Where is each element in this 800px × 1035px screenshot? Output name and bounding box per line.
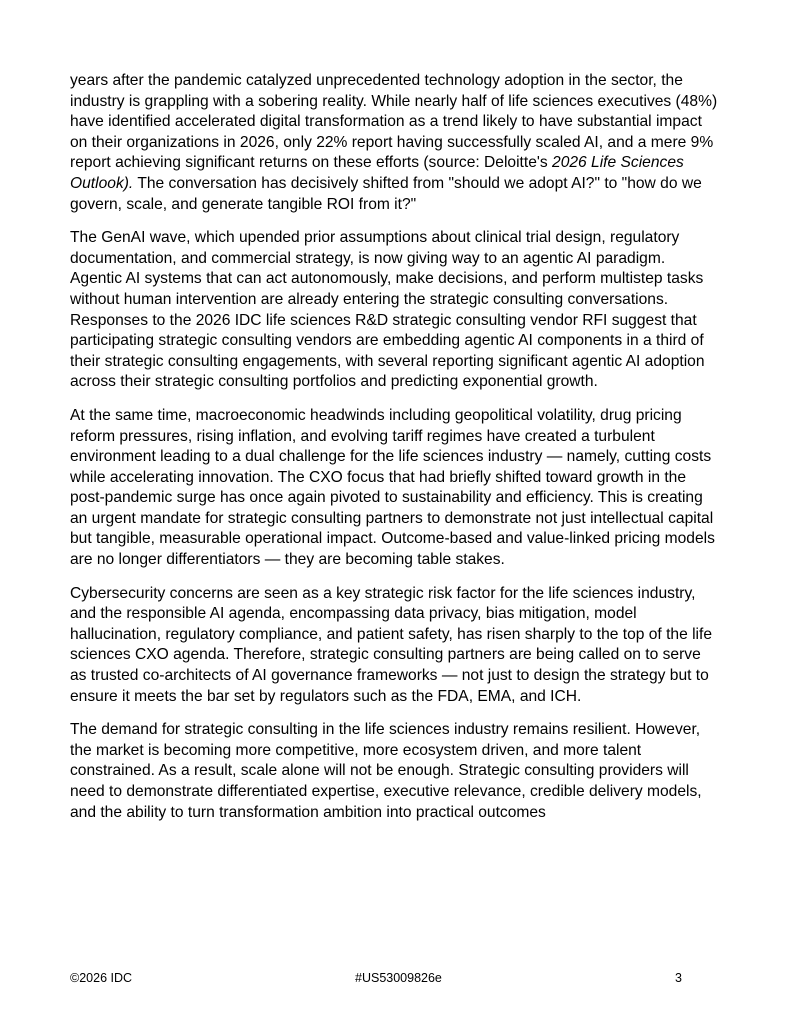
footer-copyright: ©2026 IDC [70,971,133,985]
paragraph-agentic-ai: The GenAI wave, which upended prior assumptions about clinical trial design, regulatory documentation, and commercial strategy, is now giving way to an agentic AI paradigm. Agentic AI systems that can act autonomously, make decisions, and perform multistep tasks without human intervention are already entering the strategic consulting conversations. Responses to the 2026 IDC life sciences R&D strategic consulting vendor RFI suggest that participating strategic consulting vendors are embedding agentic AI components in a third of their strategic consulting engagements, with several reporting significant agentic AI adoption across their strategic consulting portfolios and predicting exponential growth. [70,229,705,391]
paragraph-text: years after the pandemic catalyzed unprecedented technology adoption in the sector, the industry is grappling with a sobering reality. While nearly half of life sciences executives (48%) have identified accelerated digital transformation as a trend likely to have substantial impact on their organizations in 2026, only 22% report having successfully scaled AI, and a mere 9% report achieving significant returns on these efforts (source: Deloitte's [70,72,718,172]
paragraph-macroeconomic-headwinds: At the same time, macroeconomic headwinds including geopolitical volatility, drug pricing reform pressures, rising inflation, and evolving tariff regimes have created a turbulent environment leading to a dual challenge for the life sciences industry — namely, cutting costs while accelerating innovation. The CXO focus that had briefly shifted toward growth in the post-pandemic surge has once again pivoted to sustainability and efficiency. This is creating an urgent mandate for strategic consulting partners to demonstrate not just intellectual capital but tangible, measurable operational impact. Outcome-based and value-linked pricing models are no longer differentiators — they are becoming table stakes. [70,406,715,569]
paragraph-cybersecurity: Cybersecurity concerns are seen as a key strategic risk factor for the life sciences industry, and the responsible AI agenda, encompassing data privacy, bias mitigation, model hallucination, regulatory compliance, and patient safety, has risen sharply to the top of the life sciences CXO agenda. Therefore, strategic consulting partners are being called on to serve as trusted co-architects of AI governance frameworks — not just to design the strategy but to ensure it meets the bar set by regulators such as the FDA, EMA, and ICH. [70,584,713,705]
footer-document-id: #US53009826e [355,971,442,985]
page-footer [70,969,682,987]
paragraph-text: The conversation has decisively shifted from "should we adopt AI?" to "how do we govern, scale, and generate tangible ROI from it?" [70,174,702,213]
paragraph-digital-transformation [70,71,720,215]
footer-page-number: 3 [675,971,682,985]
paragraph-consulting-demand: The demand for strategic consulting in the life sciences industry remains resilient. However, the market is becoming more competitive, more ecosystem driven, and more talent constrained. As a result, scale alone will not be enough. Strategic consulting providers will need to demonstrate differentiated expertise, executive relevance, credible delivery models, and the ability to turn transformation ambition into practical outcomes [70,721,702,821]
document-body [70,71,720,836]
source-title: 2026 Life Sciences Outlook). [70,154,684,192]
